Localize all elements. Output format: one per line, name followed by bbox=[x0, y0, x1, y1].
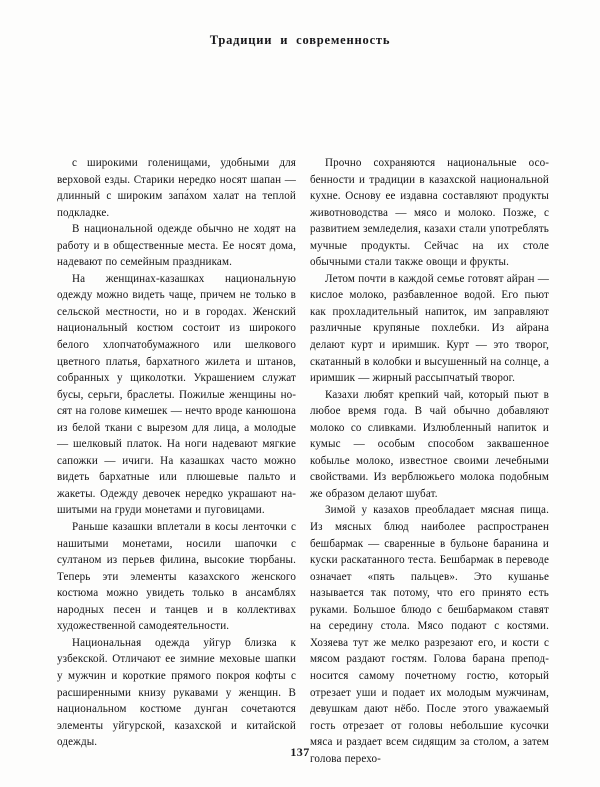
paragraph: Зимой у казахов преобладает мясная пища. Из мясных блюд наиболее распространен бешбармак — сваренные в бульоне баранина и куски раскатанного теста. Бешбармак в переводе означает «пять пальцев». Это кушанье называется так потому, что его принято есть руками. Большое блюдо с бешбармаком ставят на середину стола. Мясо подают с костями. Хозяева тут же мелко разрезают его, и кости с мясом раздают гостям. Голова барана преподносится самому почетному гостю, который отрезает уши и подает их молодым мужчинам, девушкам дают нёбо. После этого уважаемый гость отрезает от головы небольшие кусочки мяса и раздает всем сидящим за столом, а затем голова перехо- bbox=[310, 504, 549, 765]
two-column-body bbox=[57, 155, 549, 767]
paragraph: с широкими голенищами, удобными для верховой езды. Старики нередко носят шапан — длинный с широким запа́хом халат на теплой подкладке. bbox=[57, 157, 296, 219]
page-number: 137 bbox=[290, 745, 310, 759]
paragraph: Прочно сохраняются национальные особенности и традиции в казахской национальной кухне. Основу ее издавна составляют продукты животноводства — мясо и молоко. Позже, с развитием земледелия, казахи стали употреблять мучные продукты. Сейчас на их столе обычными стали также овощи и фрукты. bbox=[310, 157, 549, 269]
left-column bbox=[57, 155, 296, 767]
paragraph: Национальная одежда уйгур близка к узбекской. Отличают ее зимние меховые шапки у мужчин и короткие прямого покроя кофты с расширенными книзу рукавами у женщин. В национальном костюме дунган сочетаются элементы уйгурской, казахской и китайской одежды. bbox=[57, 636, 296, 749]
right-column bbox=[310, 155, 549, 767]
running-head: Традиции и современность bbox=[209, 33, 391, 47]
paragraph: Раньше казашки вплетали в косы ленточки с нашитыми монетами, носили шапочки с султаном из перьев филина, высокие тюрбаны. Теперь эти элементы казахского женского костюма можно увидеть только в ансамблях народных песен и танцев и в коллективах художественной самодеятельности. bbox=[57, 521, 296, 633]
paragraph: На женщинах-казашках национальную одежду можно видеть чаще, причем не только в сельской местности, но и в городах. Женский национальный костюм состоит из широкого белого хлопчатобумажного или шелкового цветного платья, бархатного жилета и штанов, собранных у щиколотки. Украшением служат бусы, серьги, браслеты. Пожилые женщины носят на голове кимешек — нечто вроде канюшона из белой ткани с вырезом для лица, а молодые — шелковый платок. На ноги надевают мягкие сапожки — ичиги. На казашках часто можно видеть бархатные или плюшевые пальто и жакеты. Одежду девочек нередко украшают нашитыми на груди монетами и пуговицами. bbox=[57, 272, 296, 517]
paragraph: Летом почти в каждой семье готовят айран — кислое молоко, разбавленное водой. Его пьют как прохладительный напиток, им заправляют различные крупяные похлебки. Из айрана делают курт и иримшик. Курт — это творог, скатанный в колобки и высушенный на солнце, а иримшик — жирный рассыпчатый творог. bbox=[310, 272, 549, 385]
paragraph: В национальной одежде обычно не ходят на работу и в общественные места. Ее носят дома, надевают по семейным праздникам. bbox=[57, 223, 296, 269]
paragraph: Казахи любят крепкий чай, который пьют в любое время года. В чай обычно добавляют молоко со сливками. Излюбленный напиток и кумыс — особым способом заквашенное кобылье молоко, известное своими лечебными свойствами. Из верблюжьего молока подобным же образом делают шубат. bbox=[310, 388, 549, 500]
